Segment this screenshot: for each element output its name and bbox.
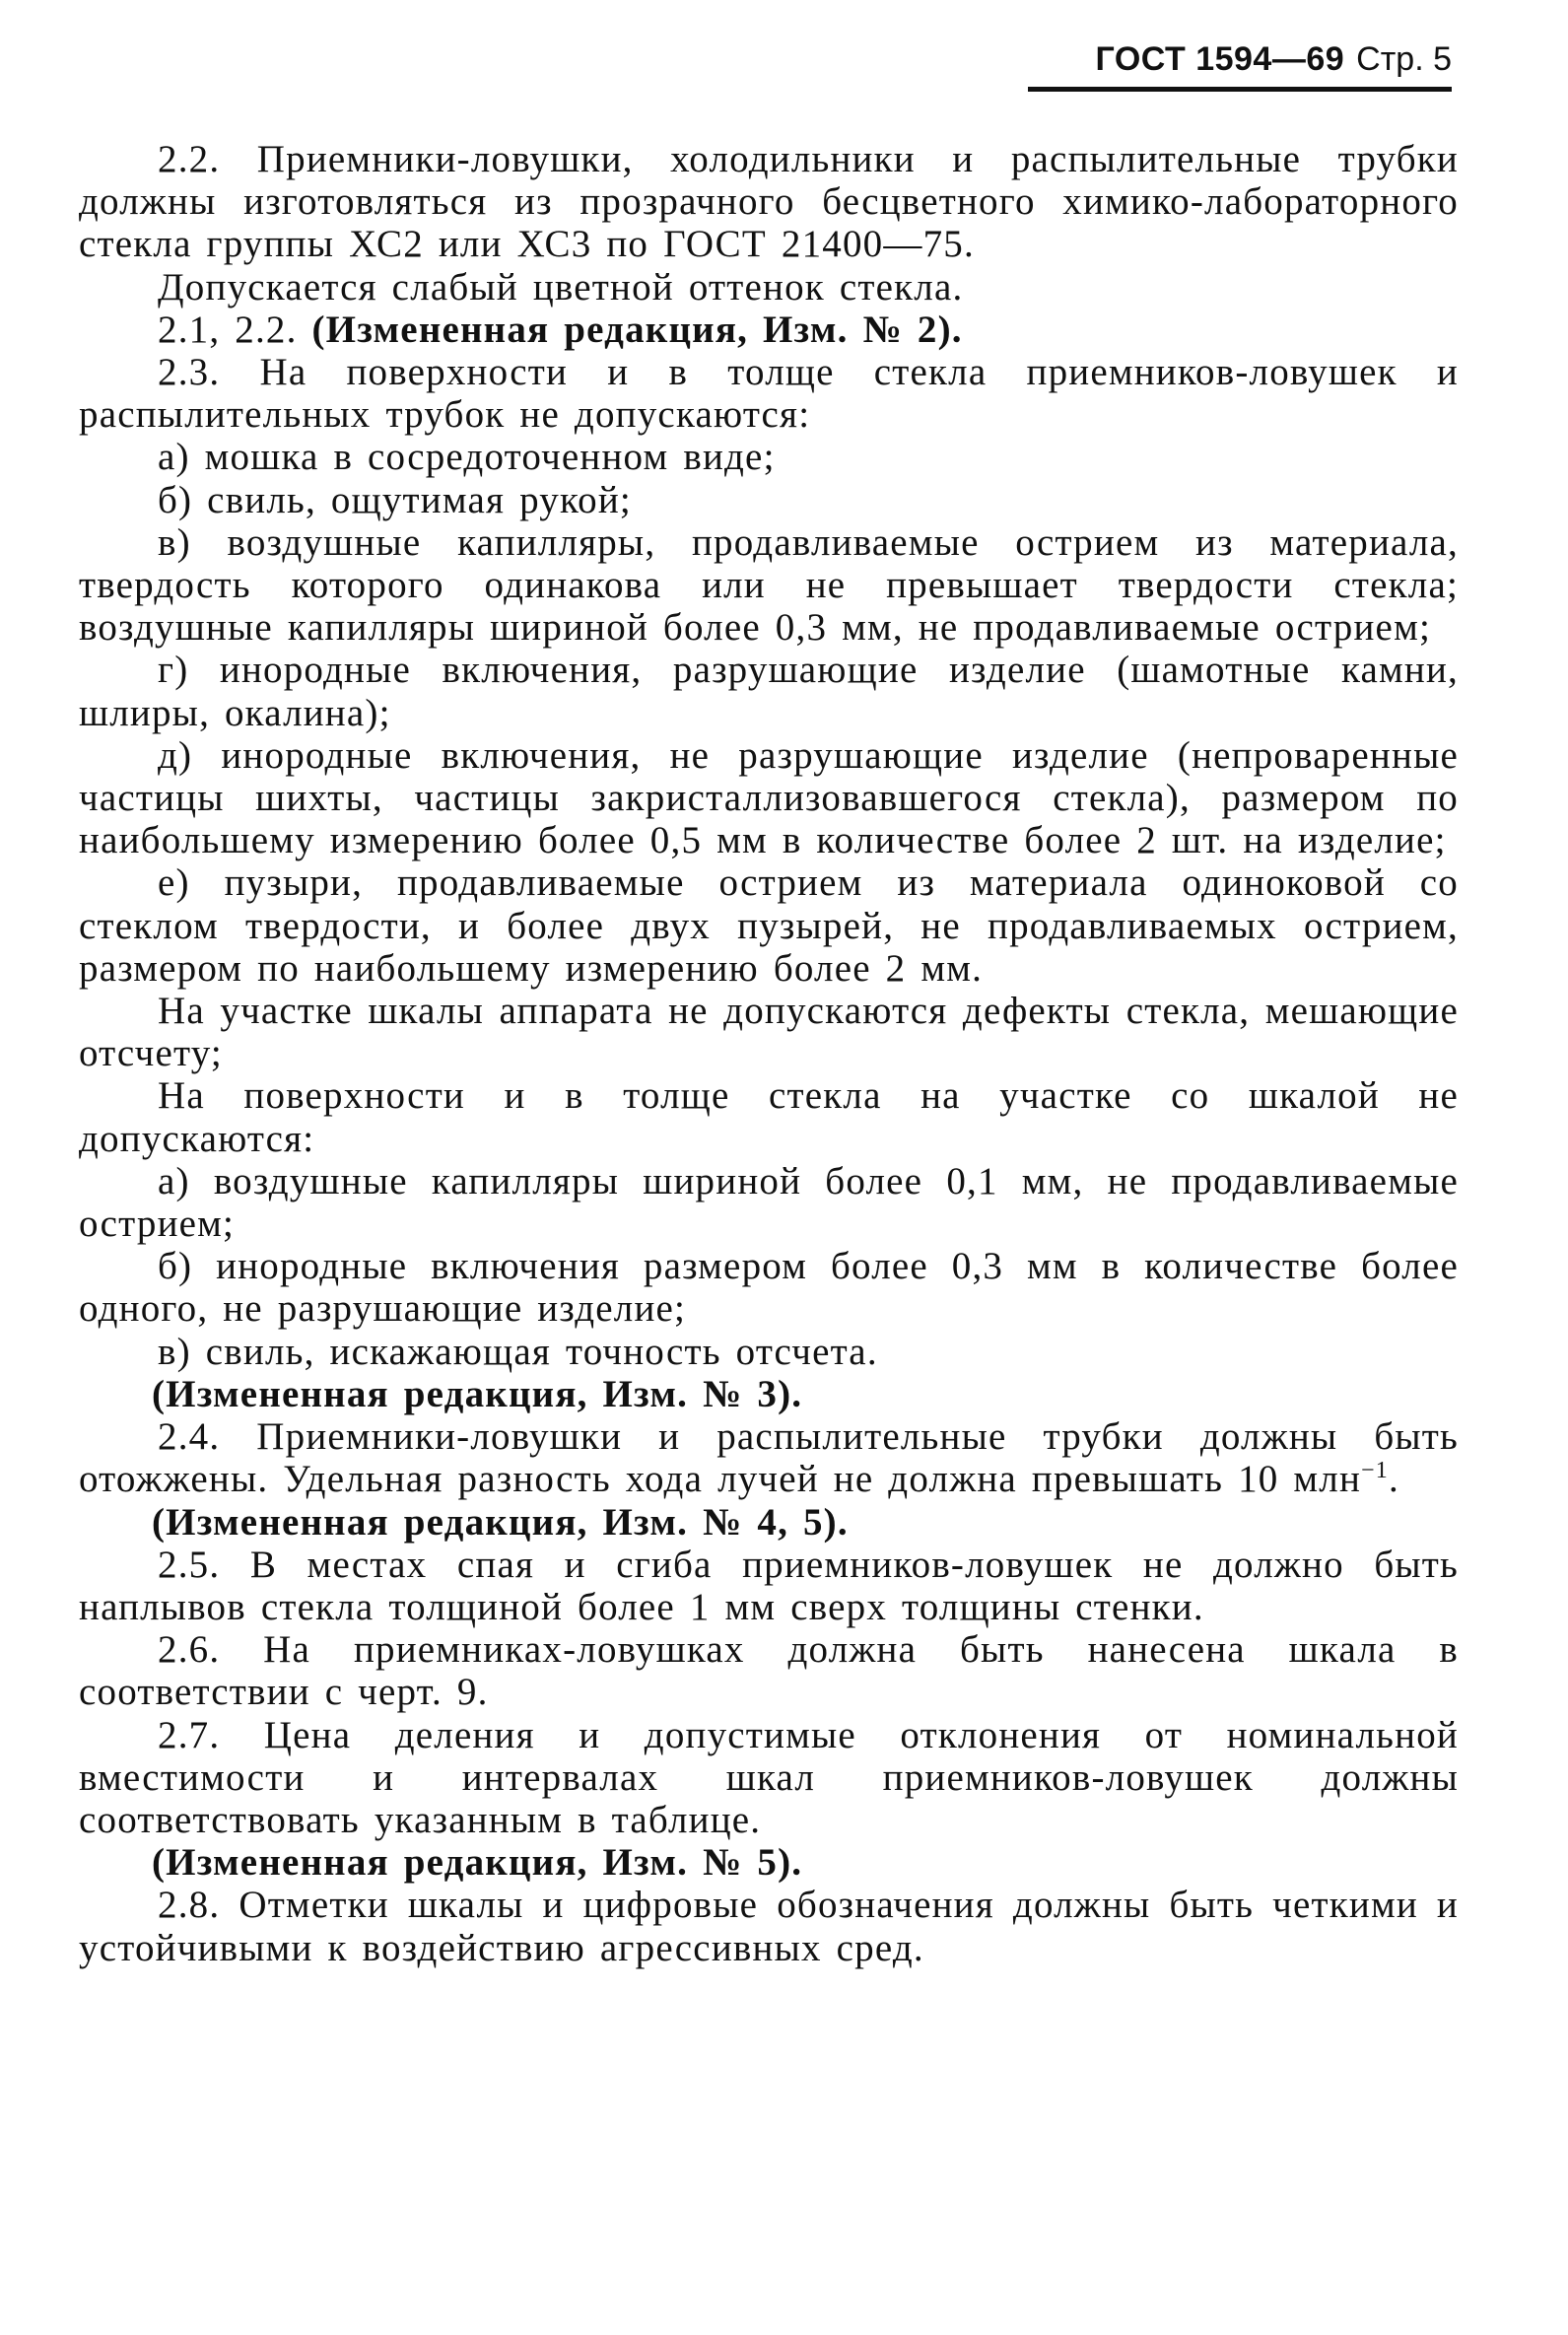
superscript-minus-one: −1 xyxy=(1361,1458,1389,1484)
list-item-d: д) инородные включения, не разрушающие изделие (непроваренные частицы шихты, частицы закристаллизовавшегося стекла), размером по наибольшему измерению более 0,5 мм в количестве более 2 шт. на изделие; xyxy=(79,733,1459,862)
amendment-2-1-2-2 xyxy=(79,309,1459,351)
paragraph-2-5: 2.5. В местах спая и сгиба приемников-ловушек не должно быть наплывов стекла толщиной более 1 мм сверх толщины стенки. xyxy=(79,1543,1459,1628)
paragraph-2-7: 2.7. Цена деления и допустимые отклонения от номинальной вместимости и интервалах шкал приемников-ловушек должны соответствовать указанным в таблице. xyxy=(79,1713,1459,1841)
amendment-prefix: 2.1, 2.2. xyxy=(158,308,312,351)
paragraph-2-4-text: 2.4. Приемники-ловушки и распылительные трубки должны быть отожжены. Удельная разность хода лучей не должна превышать 10 млн xyxy=(79,1415,1459,1501)
paragraph-2-2: 2.2. Приемники-ловушки, холодильники и распылительные трубки должны изготовляться из прозрачного бесцветного химико-лабораторного стекла группы ХС2 или ХС3 по ГОСТ 21400—75. xyxy=(79,138,1459,266)
list-item-a: а) мошка в сосредоточенном виде; xyxy=(158,436,776,479)
page-header xyxy=(1096,37,1453,81)
paragraph-scale-defects: На участке шкалы аппарата не допускаются дефекты стекла, мешающие отсчету; xyxy=(79,990,1459,1075)
list-item-e: е) пузыри, продавливаемые острием из материала одиноковой со стеклом твердости, и более двух пузырей, не продавливаемых острием, размером по наибольшему измерению более 2 мм. xyxy=(79,861,1459,990)
page-number: Стр. 5 xyxy=(1356,40,1452,78)
paragraph-2-4-end: . xyxy=(1388,1458,1399,1501)
paragraph-scale-surface: На поверхности и в толще стекла на участке со шкалой не допускаются: xyxy=(79,1074,1459,1160)
amendment-note-3: (Измененная редакция, Изм. № 3). xyxy=(152,1372,803,1415)
list-item-b: б) свиль, ощутимая рукой; xyxy=(158,478,632,521)
document-body xyxy=(79,138,1459,1969)
list-item-v: в) воздушные капилляры, продавливаемые острием из материала, твердость которого одинакова или не превышает твердости стекла; воздушные капилляры шириной более 0,3 мм, не продавливаемые острием; xyxy=(79,520,1459,650)
standard-number: ГОСТ 1594—69 xyxy=(1095,40,1345,78)
scale-list-item-b: б) инородные включения размером более 0,3 мм в количестве более одного, не разрушающие изделие; xyxy=(79,1245,1459,1331)
paragraph-2-8: 2.8. Отметки шкалы и цифровые обозначения должны быть четкими и устойчивыми к воздействию агрессивных сред. xyxy=(79,1884,1459,1969)
header-rule xyxy=(1028,87,1452,92)
scale-list-item-a: а) воздушные капилляры шириной более 0,1 мм, не продавливаемые острием; xyxy=(79,1159,1459,1246)
paragraph-tint: Допускается слабый цветной оттенок стекла. xyxy=(158,265,964,309)
paragraph-2-4 xyxy=(79,1415,1459,1500)
amendment-text: (Измененная редакция, Изм. № 2). xyxy=(311,308,963,351)
scale-list-item-v: в) свиль, искажающая точность отсчета. xyxy=(158,1330,878,1373)
list-item-g: г) инородные включения, разрушающие изделие (шамотные камни, шлиры, окалина); xyxy=(79,649,1459,734)
paragraph-2-3: 2.3. На поверхности и в толще стекла приемников-ловушек и распылительных трубок не допускаются: xyxy=(79,351,1459,437)
amendment-note-5: (Измененная редакция, Изм. № 5). xyxy=(152,1841,803,1885)
paragraph-2-6: 2.6. На приемниках-ловушках должна быть нанесена шкала в соответствии с черт. 9. xyxy=(79,1628,1459,1714)
amendment-note-4-5: (Измененная редакция, Изм. № 4, 5). xyxy=(152,1500,849,1544)
